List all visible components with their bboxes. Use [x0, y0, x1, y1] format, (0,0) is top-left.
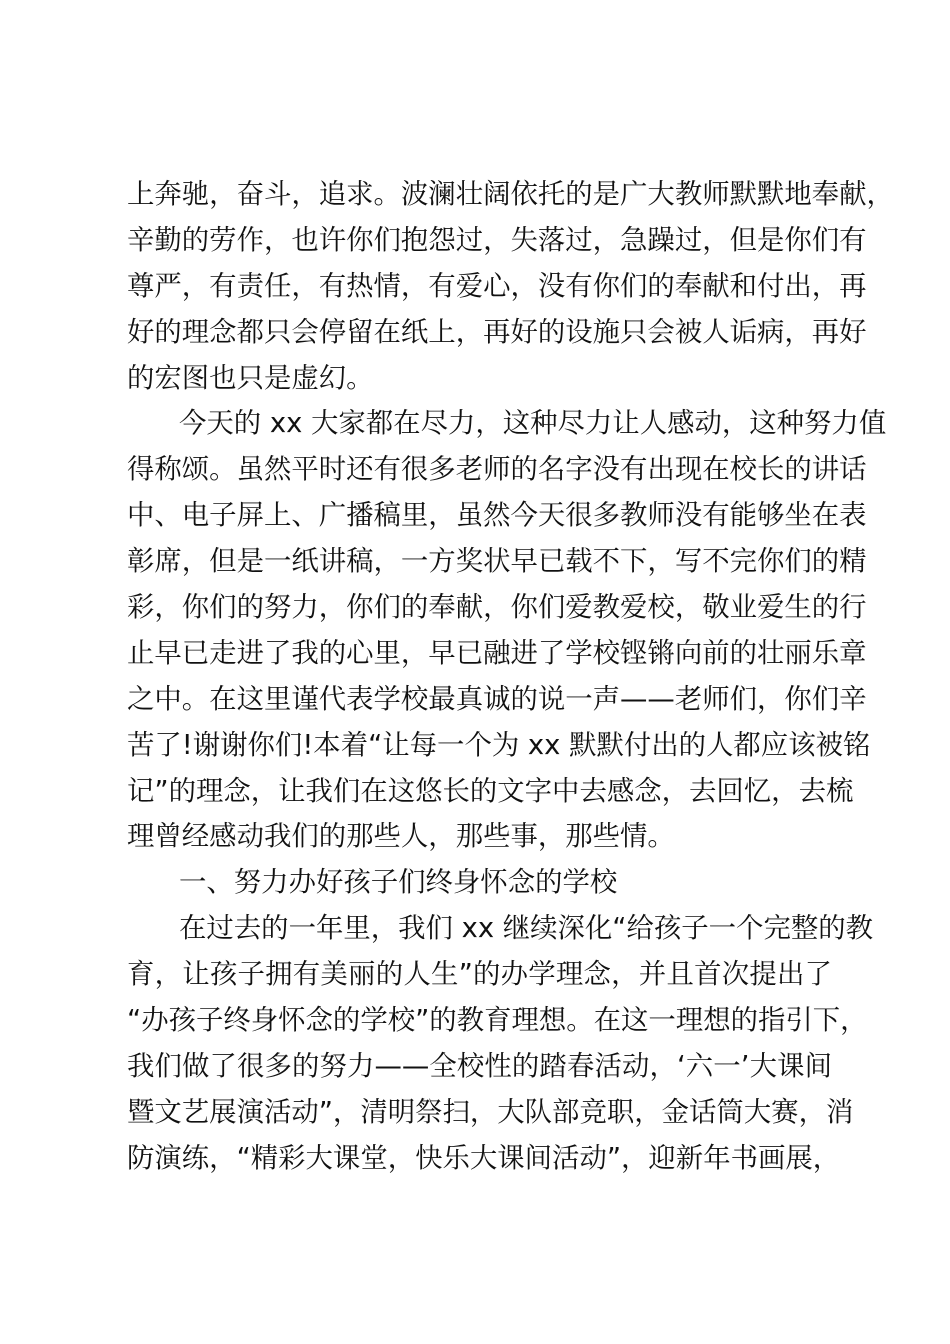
- text-line: 之中。在这里谨代表学校最真诚的说一声——老师们，你们辛: [127, 683, 867, 715]
- text-line: 今天的 xx 大家都在尽力，这种尽力让人感动，这种努力值: [179, 408, 887, 440]
- text-line: 防演练，“精彩大课堂，快乐大课间活动”，迎新年书画展，: [127, 1142, 841, 1174]
- text-line: 我们做了很多的努力——全校性的踏春活动，‘六一’大课间: [127, 1050, 832, 1082]
- text-line: 暨文艺展演活动”，清明祭扫，大队部竞职，金话筒大赛，消: [127, 1096, 854, 1128]
- text-line: 育，让孩子拥有美丽的人生”的办学理念，并且首次提出了: [127, 959, 832, 991]
- text-line: 尊严，有责任，有热情，有爱心，没有你们的奉献和付出，再: [127, 270, 867, 302]
- document-body: [127, 172, 894, 1182]
- text-line: 上奔驰，奋斗，追求。波澜壮阔依托的是广大教师默默地奉献，: [127, 179, 894, 210]
- text-line: “办孩子终身怀念的学校”的教育理想。在这一理想的指引下，: [127, 1005, 868, 1037]
- text-line: 的宏图也只是虚幻。: [127, 362, 374, 394]
- text-line: 一、努力办好孩子们终身怀念的学校: [179, 867, 618, 899]
- text-line: 苦了!谢谢你们!本着“让每一个为 xx 默默付出的人都应该被铭: [127, 729, 871, 761]
- text-line: 在过去的一年里，我们 xx 继续深化“给孩子一个完整的教: [179, 913, 874, 945]
- text-line: 得称颂。虽然平时还有很多老师的名字没有出现在校长的讲话: [127, 454, 867, 486]
- text-line: 理曾经感动我们的那些人，那些事，那些情。: [127, 821, 675, 853]
- text-line: 辛勤的劳作，也许你们抱怨过，失落过，急躁过，但是你们有: [127, 224, 867, 256]
- text-line: 彩，你们的努力，你们的奉献，你们爱教爱校，敬业爱生的行: [127, 592, 867, 624]
- text-line: 止早已走进了我的心里，早已融进了学校铿锵向前的壮丽乐章: [127, 637, 867, 669]
- text-line: 中、电子屏上、广播稿里，虽然今天很多教师没有能够坐在表: [127, 500, 867, 532]
- text-line: 记”的理念，让我们在这悠长的文字中去感念，去回忆，去梳: [127, 775, 854, 807]
- text-line: 彰席，但是一纸讲稿，一方奖状早已载不下，写不完你们的精: [127, 546, 867, 578]
- text-line: 好的理念都只会停留在纸上，再好的设施只会被人诟病，再好: [127, 316, 867, 348]
